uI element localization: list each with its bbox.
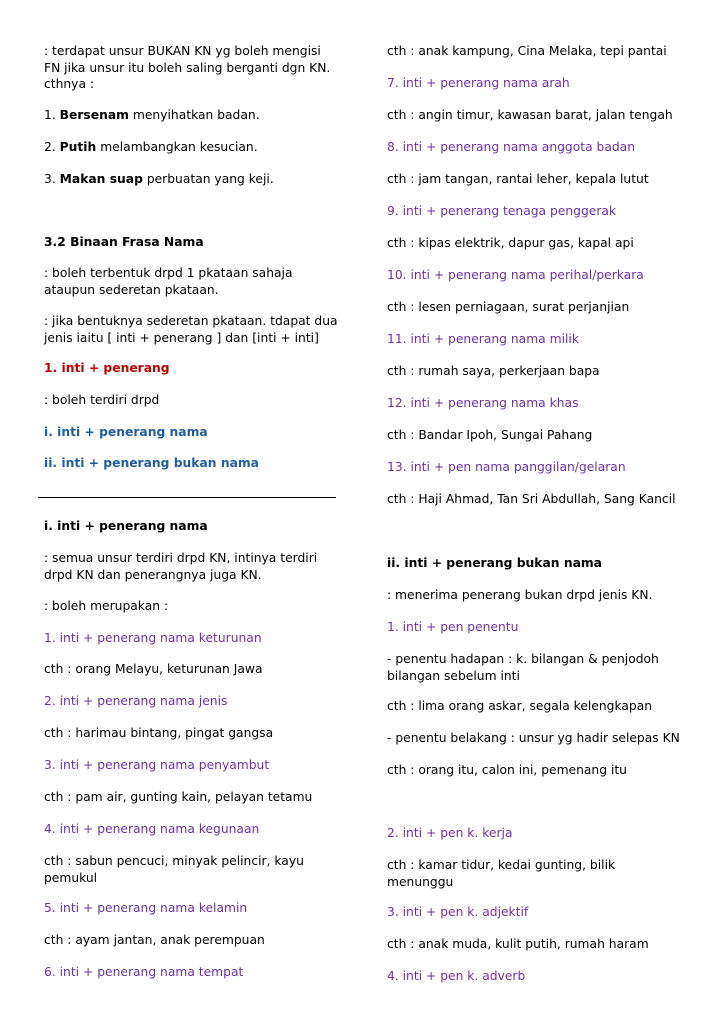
example-number: 2. — [44, 140, 56, 154]
text-line: - penentu hadapan : k. bilangan & penjodoh — [387, 652, 659, 666]
list-item-example — [44, 853, 344, 886]
text-line: : terdapat unsur BUKAN KN yg boleh mengisi — [44, 44, 321, 58]
example-text: melambangkan kesucian. — [100, 140, 258, 154]
list-item-example: cth : pam air, gunting kain, pelayan tetamu — [44, 790, 313, 804]
example-line: cth : Haji Ahmad, Tan Sri Abdullah, Sang Kancil — [387, 492, 676, 506]
example-number: 1. — [44, 108, 56, 122]
example-line: cth : Bandar Ipoh, Sungai Pahang — [387, 428, 593, 442]
list-item-label: 2. inti + penerang nama jenis — [44, 694, 228, 708]
paragraph-3: : boleh terdiri drpd — [44, 393, 160, 407]
text-line: jenis iaitu [ inti + penerang ] dan [inti + inti] — [44, 330, 319, 345]
paragraph-1 — [44, 265, 344, 298]
example-line: cth : lima orang askar, segala kelengkapan — [387, 699, 653, 713]
text-line: cth : kamar tidur, kedai gunting, bilik — [387, 858, 616, 872]
example-line: cth : orang itu, calon ini, pemenang itu — [387, 763, 627, 777]
list-item-label: 13. inti + pen nama panggilan/gelaran — [387, 460, 626, 474]
red-heading: 1. inti + penerang — [44, 361, 170, 375]
list-item-label: 6. inti + penerang nama tempat — [44, 965, 244, 979]
example-text: perbuatan yang keji. — [146, 172, 274, 186]
text-line: : semua unsur terdiri drpd KN, intinya terdiri — [44, 551, 318, 565]
list-item-example: cth : harimau bintang, pingat gangsa — [44, 726, 274, 740]
intro-paragraph — [44, 43, 344, 93]
example-number: 3. — [44, 172, 56, 186]
example-keyword: Bersenam — [59, 108, 129, 122]
blue-item-1: i. inti + penerang nama — [44, 425, 208, 439]
text-line: FN jika unsur itu boleh saling berganti dgn KN. — [44, 60, 331, 75]
section-heading: 3.2 Binaan Frasa Nama — [44, 235, 204, 249]
list-item-example: cth : ayam jantan, anak perempuan — [44, 933, 265, 947]
text-line: cthnya : — [44, 77, 95, 91]
list-item-example: cth : orang Melayu, keturunan Jawa — [44, 662, 263, 676]
example-line: cth : anak muda, kulit putih, rumah haram — [387, 937, 649, 951]
paragraph-5: : boleh merupakan : — [44, 599, 169, 613]
example-1 — [44, 107, 344, 124]
paragraph: - penentu belakang : unsur yg hadir selepas KN — [387, 731, 680, 745]
text-line: : jika bentuknya sederetan pkataan. tdapat dua — [44, 314, 338, 328]
paragraph-4 — [44, 550, 344, 583]
paragraph — [387, 651, 687, 684]
list-item-label: 7. inti + penerang nama arah — [387, 76, 570, 90]
example-text: menyihatkan badan. — [132, 108, 260, 122]
blue-item-2: ii. inti + penerang bukan nama — [44, 456, 259, 470]
list-item-label: 1. inti + pen penentu — [387, 620, 519, 634]
list-item-label: 1. inti + penerang nama keturunan — [44, 631, 262, 645]
example-line: cth : jam tangan, rantai leher, kepala lutut — [387, 172, 649, 186]
text-line: pemukul — [44, 870, 98, 885]
example-line: cth : lesen perniagaan, surat perjanjian — [387, 300, 630, 314]
paragraph-2 — [44, 313, 344, 346]
divider-line — [38, 497, 336, 498]
list-item-label: 3. inti + pen k. adjektif — [387, 905, 529, 919]
list-item-label: 4. inti + pen k. adverb — [387, 969, 526, 983]
example-line: cth : kipas elektrik, dapur gas, kapal api — [387, 236, 634, 250]
list-item-label: 3. inti + penerang nama penyambut — [44, 758, 270, 772]
text-line: ataupun sederetan pkataan. — [44, 282, 219, 297]
example-line: cth : anak kampung, Cina Melaka, tepi pantai — [387, 44, 667, 58]
list-item-label: 5. inti + penerang nama kelamin — [44, 901, 248, 915]
example-2 — [44, 139, 344, 156]
example-keyword: Makan suap — [59, 172, 143, 186]
example-keyword: Putih — [59, 140, 97, 154]
sub-heading: i. inti + penerang nama — [44, 519, 208, 533]
list-item-label: 9. inti + penerang tenaga penggerak — [387, 204, 617, 218]
text-line: : boleh terbentuk drpd 1 pkataan sahaja — [44, 266, 293, 280]
paragraph: : menerima penerang bukan drpd jenis KN. — [387, 588, 653, 602]
example-3 — [44, 171, 344, 188]
list-item-label: 8. inti + penerang nama anggota badan — [387, 140, 635, 154]
example-line — [387, 857, 687, 890]
sub-heading: ii. inti + penerang bukan nama — [387, 556, 602, 570]
list-item-label: 12. inti + penerang nama khas — [387, 396, 579, 410]
text-line: menunggu — [387, 874, 454, 889]
list-item-label: 2. inti + pen k. kerja — [387, 826, 513, 840]
example-line: cth : angin timur, kawasan barat, jalan tengah — [387, 108, 673, 122]
example-line: cth : rumah saya, perkerjaan bapa — [387, 364, 600, 378]
text-line: cth : sabun pencuci, minyak pelincir, kayu — [44, 854, 304, 868]
list-item-label: 4. inti + penerang nama kegunaan — [44, 822, 260, 836]
list-item-label: 10. inti + penerang nama perihal/perkara — [387, 268, 644, 282]
list-item-label: 11. inti + penerang nama milik — [387, 332, 579, 346]
text-line: drpd KN dan penerangnya juga KN. — [44, 567, 262, 582]
text-line: bilangan sebelum inti — [387, 668, 520, 683]
